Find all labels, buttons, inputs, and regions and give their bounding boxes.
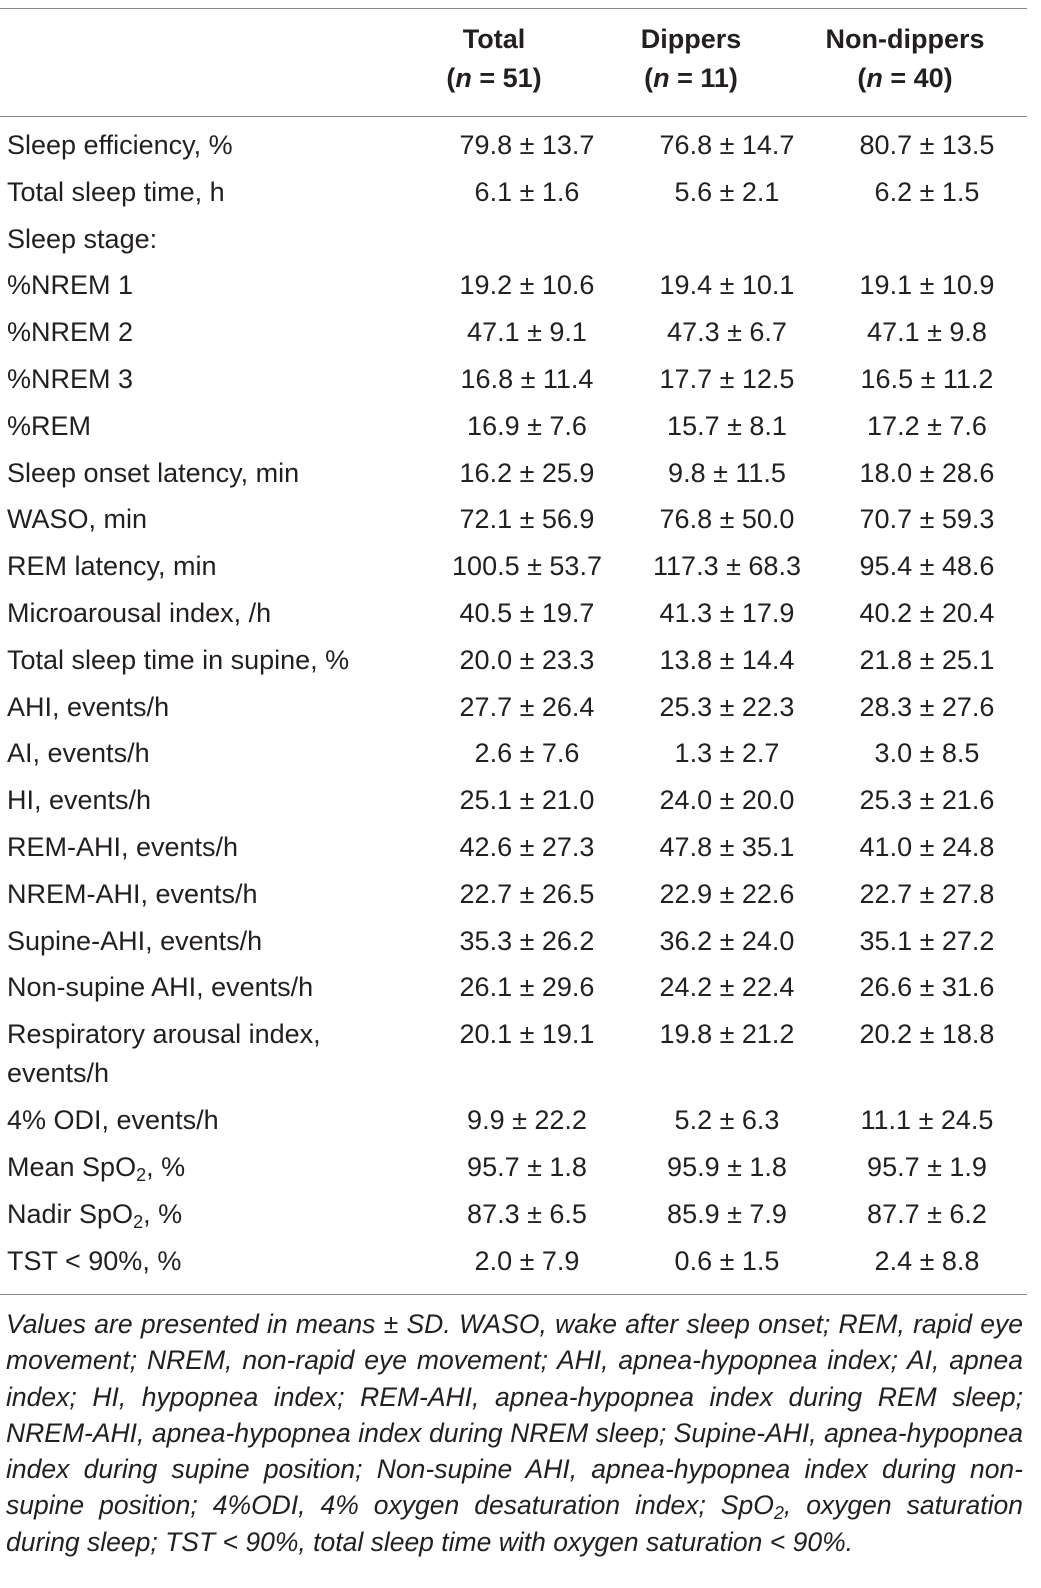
row-label: Nadir SpO$_2$, % bbox=[7, 1198, 183, 1232]
table-body bbox=[0, 126, 1027, 1288]
cell-total: 16.2 ± 25.9 bbox=[459, 457, 595, 488]
cell-non-dippers: 21.8 ± 25.1 bbox=[859, 644, 995, 675]
row-label: 4% ODI, events/h bbox=[7, 1105, 219, 1136]
cell-total: 42.6 ± 27.3 bbox=[459, 831, 595, 862]
table-row bbox=[0, 1015, 1027, 1101]
cell-dippers: 47.8 ± 35.1 bbox=[659, 831, 795, 862]
cell-dippers: 41.3 ± 17.9 bbox=[659, 597, 795, 628]
cell-total: 20.1 ± 19.1 bbox=[459, 1019, 595, 1050]
table-row bbox=[0, 220, 1027, 267]
cell-dippers: 17.7 ± 12.5 bbox=[659, 363, 795, 394]
cell-dippers: 36.2 ± 24.0 bbox=[659, 925, 795, 956]
column-header-total bbox=[408, 20, 580, 106]
cell-dippers: 15.7 ± 8.1 bbox=[667, 410, 787, 441]
table-row bbox=[0, 641, 1027, 688]
column-header-dippers-label: Dippers bbox=[640, 24, 742, 54]
row-label: Sleep onset latency, min bbox=[7, 457, 300, 488]
table-row bbox=[0, 500, 1027, 547]
column-header-dippers bbox=[605, 20, 777, 106]
cell-non-dippers: 80.7 ± 13.5 bbox=[859, 130, 995, 160]
table-row bbox=[0, 1148, 1027, 1195]
row-label: REM-AHI, events/h bbox=[7, 831, 239, 862]
table-row bbox=[0, 1195, 1027, 1242]
column-header-total-label: Total bbox=[462, 24, 526, 54]
cell-total: 40.5 ± 19.7 bbox=[459, 597, 595, 628]
column-header-total-n: (n = 51) bbox=[446, 63, 542, 93]
cell-dippers: 5.2 ± 6.3 bbox=[674, 1105, 780, 1136]
table-header-rule bbox=[0, 116, 1027, 117]
cell-total: 87.3 ± 6.5 bbox=[467, 1198, 587, 1229]
table-row bbox=[0, 1242, 1027, 1289]
cell-dippers: 117.3 ± 68.3 bbox=[653, 551, 801, 582]
row-label: REM latency, min bbox=[7, 551, 217, 582]
cell-dippers: 95.9 ± 1.8 bbox=[667, 1151, 787, 1182]
cell-dippers: 19.4 ± 10.1 bbox=[659, 270, 795, 301]
cell-non-dippers: 26.6 ± 31.6 bbox=[859, 972, 995, 1003]
cell-non-dippers: 95.7 ± 1.9 bbox=[867, 1151, 987, 1182]
cell-total: 79.8 ± 13.7 bbox=[459, 130, 595, 160]
row-label: HI, events/h bbox=[7, 785, 152, 816]
cell-total: 25.1 ± 21.0 bbox=[459, 785, 595, 816]
cell-non-dippers: 22.7 ± 27.8 bbox=[859, 878, 995, 909]
row-label: Sleep stage: bbox=[7, 223, 158, 254]
cell-non-dippers: 47.1 ± 9.8 bbox=[867, 317, 987, 348]
cell-non-dippers: 40.2 ± 20.4 bbox=[859, 597, 995, 628]
cell-dippers: 47.3 ± 6.7 bbox=[667, 317, 787, 348]
cell-total: 6.1 ± 1.6 bbox=[474, 176, 580, 207]
cell-dippers bbox=[627, 220, 827, 267]
footnote-subscript: 2 bbox=[773, 1503, 784, 1524]
row-label: Microarousal index, /h bbox=[7, 597, 272, 628]
cell-non-dippers: 17.2 ± 7.6 bbox=[867, 410, 987, 441]
table-row bbox=[0, 594, 1027, 641]
cell-non-dippers: 25.3 ± 21.6 bbox=[859, 785, 995, 816]
table-row bbox=[0, 734, 1027, 781]
row-label: WASO, min bbox=[7, 504, 148, 535]
cell-non-dippers: 11.1 ± 24.5 bbox=[860, 1105, 994, 1136]
row-label: Supine-AHI, events/h bbox=[7, 925, 263, 956]
cell-non-dippers: 28.3 ± 27.6 bbox=[859, 691, 995, 722]
cell-dippers: 24.0 ± 20.0 bbox=[659, 785, 795, 816]
cell-non-dippers: 2.4 ± 8.8 bbox=[874, 1245, 980, 1276]
row-label: AHI, events/h bbox=[7, 691, 170, 722]
table-row bbox=[0, 922, 1027, 969]
cell-dippers: 19.8 ± 21.2 bbox=[659, 1019, 795, 1050]
cell-non-dippers: 41.0 ± 24.8 bbox=[859, 831, 995, 862]
table-row bbox=[0, 688, 1027, 735]
cell-total: 2.6 ± 7.6 bbox=[474, 738, 580, 769]
cell-total: 16.8 ± 11.4 bbox=[460, 363, 594, 394]
table-row bbox=[0, 454, 1027, 501]
cell-total: 72.1 ± 56.9 bbox=[459, 504, 595, 535]
cell-total: 47.1 ± 9.1 bbox=[467, 317, 587, 348]
cell-dippers: 76.8 ± 14.7 bbox=[659, 130, 795, 160]
table-row bbox=[0, 126, 1027, 173]
row-label: %NREM 2 bbox=[7, 317, 134, 348]
column-header-non-dippers-n: (n = 40) bbox=[857, 63, 953, 93]
footnote-text-end: , oxygen saturation during sleep; TST < 90%, total sleep time with oxygen saturation < 90%. bbox=[6, 1490, 1024, 1557]
table-row bbox=[0, 828, 1027, 875]
row-label: Total sleep time in supine, % bbox=[7, 644, 350, 675]
row-label: Sleep efficiency, % bbox=[7, 130, 233, 160]
table-row bbox=[0, 266, 1027, 313]
table-row bbox=[0, 781, 1027, 828]
table-row bbox=[0, 968, 1027, 1015]
cell-non-dippers: 19.1 ± 10.9 bbox=[859, 270, 995, 301]
row-label: Total sleep time, h bbox=[7, 176, 225, 207]
column-header-dippers-n: (n = 11) bbox=[644, 63, 738, 93]
table-row bbox=[0, 173, 1027, 220]
row-label: NREM-AHI, events/h bbox=[7, 878, 258, 909]
cell-total: 26.1 ± 29.6 bbox=[459, 972, 595, 1003]
table-row bbox=[0, 407, 1027, 454]
cell-non-dippers: 6.2 ± 1.5 bbox=[874, 176, 980, 207]
cell-non-dippers: 16.5 ± 11.2 bbox=[860, 363, 994, 394]
cell-non-dippers: 35.1 ± 27.2 bbox=[859, 925, 995, 956]
footnote-text: Values are presented in means ± SD. WASO, wake after sleep onset; REM, rapid eye movement; NREM, non-rapid eye movement; AHI, apnea-hypopnea index; AI, apnea index; HI, hypopnea index; REM-AHI, apnea-hypopnea index during REM sleep; NREM-AHI, apnea-hypopnea index during NREM sleep; Supine-AHI, apnea-hypopnea index during supine position; Non-supine AHI, apnea-hypopnea index during non-supine position; 4%ODI, 4% oxygen desaturation index; SpO bbox=[6, 1309, 1023, 1521]
cell-dippers: 76.8 ± 50.0 bbox=[659, 504, 795, 535]
row-label: Non-supine AHI, events/h bbox=[7, 972, 314, 1003]
cell-dippers: 22.9 ± 22.6 bbox=[659, 878, 795, 909]
table-row bbox=[0, 313, 1027, 360]
table-row bbox=[0, 875, 1027, 922]
row-label: Mean SpO$_2$, % bbox=[7, 1151, 186, 1185]
cell-non-dippers bbox=[827, 220, 1027, 267]
cell-non-dippers: 18.0 ± 28.6 bbox=[859, 457, 995, 488]
table-row bbox=[0, 360, 1027, 407]
cell-total: 100.5 ± 53.7 bbox=[452, 551, 602, 582]
row-label: %NREM 3 bbox=[7, 363, 134, 394]
cell-dippers: 13.8 ± 14.4 bbox=[659, 644, 795, 675]
row-label: Respiratory arousal index, events/h bbox=[7, 1019, 321, 1089]
cell-dippers: 0.6 ± 1.5 bbox=[674, 1245, 780, 1276]
table-bottom-rule bbox=[0, 1294, 1027, 1295]
row-label: %REM bbox=[7, 410, 92, 441]
row-label: TST < 90%, % bbox=[7, 1245, 182, 1276]
cell-non-dippers: 20.2 ± 18.8 bbox=[859, 1019, 995, 1050]
data-table bbox=[0, 126, 1027, 1288]
cell-dippers: 5.6 ± 2.1 bbox=[674, 176, 780, 207]
row-label: AI, events/h bbox=[7, 738, 150, 769]
row-label: %NREM 1 bbox=[7, 270, 134, 301]
cell-total: 19.2 ± 10.6 bbox=[459, 270, 595, 301]
cell-total: 16.9 ± 7.6 bbox=[467, 410, 587, 441]
cell-total bbox=[427, 220, 627, 267]
cell-total: 95.7 ± 1.8 bbox=[467, 1151, 587, 1182]
cell-dippers: 1.3 ± 2.7 bbox=[674, 738, 780, 769]
table-top-rule bbox=[0, 8, 1027, 9]
cell-dippers: 24.2 ± 22.4 bbox=[659, 972, 795, 1003]
table-row bbox=[0, 547, 1027, 594]
cell-non-dippers: 70.7 ± 59.3 bbox=[859, 504, 995, 535]
table-row bbox=[0, 1101, 1027, 1148]
column-header-non-dippers-label: Non-dippers bbox=[825, 24, 985, 54]
cell-total: 9.9 ± 22.2 bbox=[467, 1105, 587, 1136]
cell-non-dippers: 87.7 ± 6.2 bbox=[867, 1198, 987, 1229]
cell-total: 27.7 ± 26.4 bbox=[459, 691, 595, 722]
cell-total: 2.0 ± 7.9 bbox=[474, 1245, 580, 1276]
cell-non-dippers: 3.0 ± 8.5 bbox=[874, 738, 980, 769]
cell-total: 35.3 ± 26.2 bbox=[459, 925, 595, 956]
cell-non-dippers: 95.4 ± 48.6 bbox=[859, 551, 995, 582]
table-footnote bbox=[6, 1306, 1023, 1560]
cell-total: 20.0 ± 23.3 bbox=[459, 644, 595, 675]
cell-dippers: 85.9 ± 7.9 bbox=[667, 1198, 787, 1229]
cell-dippers: 9.8 ± 11.5 bbox=[668, 457, 786, 488]
cell-total: 22.7 ± 26.5 bbox=[459, 878, 595, 909]
cell-dippers: 25.3 ± 22.3 bbox=[659, 691, 795, 722]
column-header-non-dippers bbox=[815, 20, 995, 106]
